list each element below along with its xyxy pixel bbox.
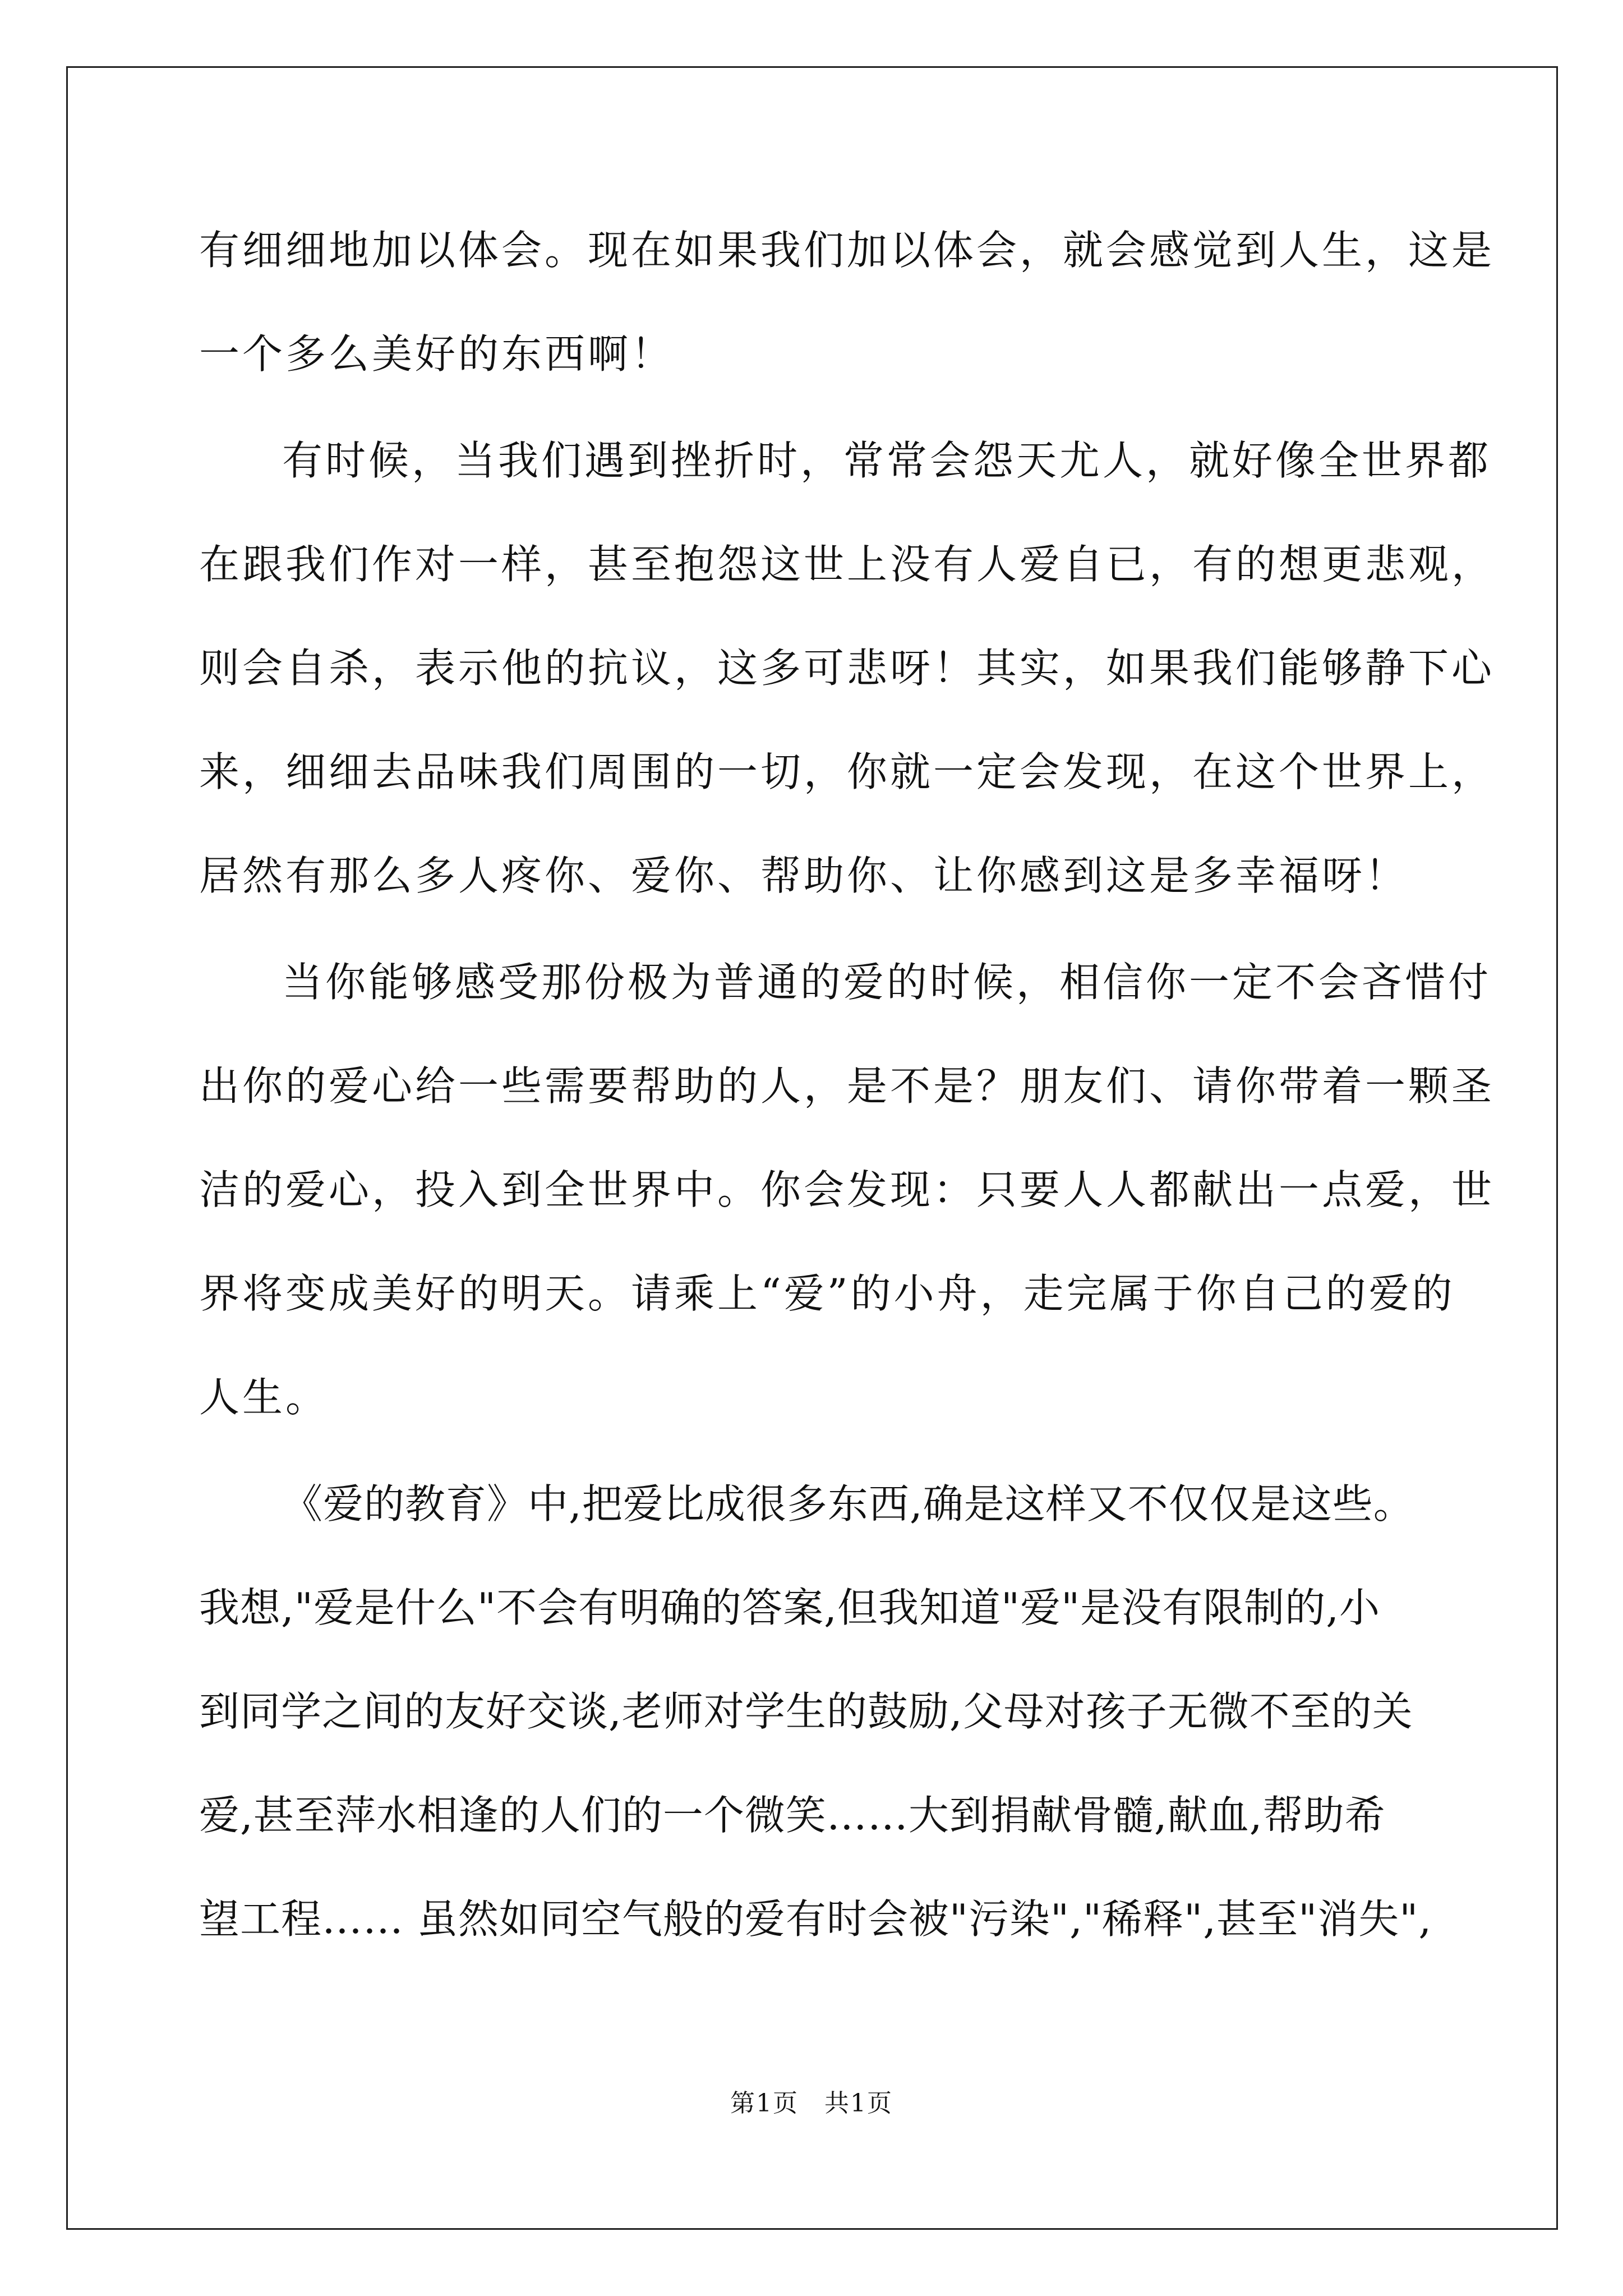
text-line-6: 来，细细去品味我们周围的一切，你就一定会发现，在这个世界上， — [199, 748, 1495, 795]
text-line-2: 一个多么美好的东西啊！ — [199, 330, 675, 378]
text-line-3: 有时候，当我们遇到挫折时，常常会怨天尤人，就好像全世界都 — [282, 437, 1492, 484]
text-line-13: 《爱的教育》中,把爱比成很多东西,确是这样又不仅仅是这些。 — [282, 1480, 1414, 1527]
text-line-1: 有细细地加以体会。现在如果我们加以体会，就会感觉到人生，这是 — [199, 227, 1495, 274]
text-line-4: 在跟我们作对一样，甚至抱怨这世上没有人爱自已，有的想更悲观， — [199, 541, 1495, 588]
text-line-9: 出你的爱心给一些需要帮助的人，是不是？朋友们、请你带着一颗圣 — [199, 1062, 1495, 1110]
text-line-15: 到同学之间的友好交谈,老师对学生的鼓励,父母对孩子无微不至的关 — [199, 1688, 1413, 1735]
text-line-14: 我想,"爱是什么"不会有明确的答案,但我知道"爱"是没有限制的,小 — [199, 1584, 1381, 1631]
text-line-10: 洁的爱心，投入到全世界中。你会发现：只要人人都献出一点爱，世 — [199, 1166, 1495, 1213]
text-line-5: 则会自杀，表示他的抗议，这多可悲呀！其实，如果我们能够静下心 — [199, 645, 1495, 692]
text-line-8: 当你能够感受那份极为普通的爱的时候，相信你一定不会吝惜付 — [282, 959, 1492, 1006]
text-line-7: 居然有那么多人疼你、爱你、帮助你、让你感到这是多幸福呀！ — [199, 852, 1409, 899]
page-number-footer: 第1页 共1页 — [730, 2089, 893, 2118]
text-line-17: 望工程…… 虽然如同空气般的爱有时会被"污染","稀释",甚至"消失", — [199, 1895, 1432, 1943]
text-line-16: 爱,甚至萍水相逢的人们的一个微笑……大到捐献骨髓,献血,帮助希 — [199, 1792, 1386, 1839]
text-line-12: 人生。 — [199, 1374, 329, 1421]
text-line-11: 界将变成美好的明天。请乘上“爱”的小舟，走完属于你自己的爱的 — [199, 1270, 1455, 1317]
